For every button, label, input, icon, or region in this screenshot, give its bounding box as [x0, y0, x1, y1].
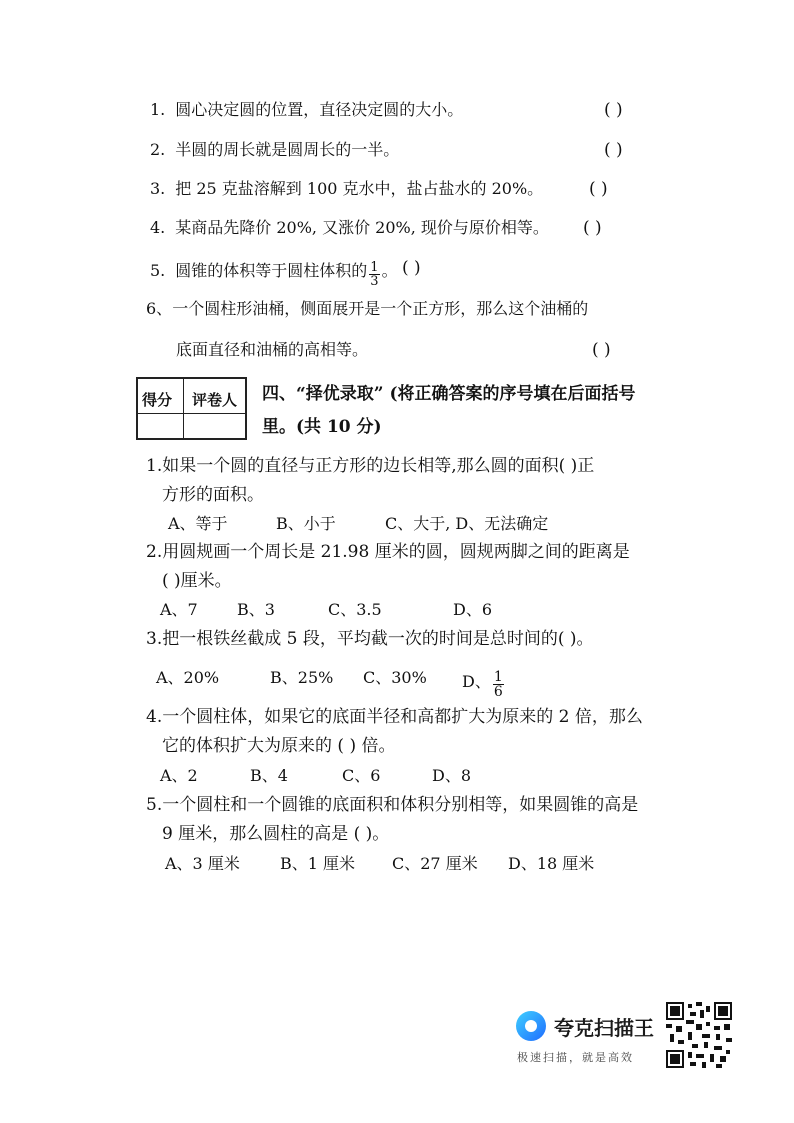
- tf-item-5: 5. 圆锥的体积等于圆柱体积的 $\frac{1}{3}$ 。: [150, 260, 398, 289]
- answer-bracket-6[interactable]: ( ): [592, 340, 611, 360]
- mc-question-3: 3.把一根铁丝截成 5 段，平均截一次的时间是总时间的( )。: [146, 629, 594, 649]
- mc-option-2c[interactable]: C、3.5: [328, 600, 382, 619]
- mc-question-1: 1.如果一个圆的直径与正方形的边长相等,那么圆的面积( )正: [146, 456, 595, 476]
- answer-bracket-3[interactable]: ( ): [589, 179, 608, 199]
- scanner-slogan: 极速扫描，就是高效: [517, 1051, 634, 1064]
- mc-option-1a[interactable]: A、等于: [168, 514, 228, 533]
- scanner-brand-name: 夸克扫描王: [554, 1016, 654, 1040]
- mc-question-2: 2.用圆规画一个周长是 21.98 厘米的圆，圆规两脚之间的距离是: [146, 542, 630, 562]
- mc-question-2-cont: ( )厘米。: [162, 571, 232, 591]
- mc-option-4b[interactable]: B、4: [250, 766, 288, 785]
- mc-question-4: 4.一个圆柱体，如果它的底面半径和高都扩大为原来的 2 倍，那么: [146, 707, 643, 727]
- mc-option-5a[interactable]: A、3 厘米: [165, 854, 240, 873]
- mc-option-3d[interactable]: D、 $\frac{1}{6}$: [462, 669, 503, 700]
- mc-option-2b[interactable]: B、3: [237, 600, 275, 619]
- mc-question-1-cont: 方形的面积。: [162, 485, 264, 505]
- mc-option-2a[interactable]: A、7: [160, 600, 198, 619]
- mc-question-5: 5.一个圆柱和一个圆锥的底面积和体积分别相等，如果圆锥的高是: [146, 795, 639, 815]
- mc-option-4a[interactable]: A、2: [160, 766, 198, 785]
- mc-option-1cd[interactable]: C、大于, D、无法确定: [385, 514, 549, 533]
- tf-item-1: 1. 圆心决定圆的位置，直径决定圆的大小。: [150, 100, 464, 119]
- answer-bracket-2[interactable]: ( ): [604, 140, 623, 160]
- score-table: [136, 377, 247, 440]
- tf-item-4: 4. 某商品先降价 20%, 又涨价 20%, 现价与原价相等。: [150, 218, 549, 237]
- mc-question-5-cont: 9 厘米，那么圆柱的高是 ( )。: [162, 824, 390, 844]
- mc-option-5b[interactable]: B、1 厘米: [280, 854, 356, 873]
- section-title-cont: 里。(共 10 分): [262, 417, 382, 437]
- grader-label: 评卷人: [192, 391, 238, 409]
- mc-option-2d[interactable]: D、6: [453, 600, 493, 619]
- tf-item-3: 3. 把 25 克盐溶解到 100 克水中，盐占盐水的 20%。: [150, 179, 544, 198]
- mc-option-3b[interactable]: B、25%: [270, 668, 334, 687]
- quark-logo-icon: [516, 1011, 546, 1041]
- mc-option-1b[interactable]: B、小于: [276, 514, 336, 533]
- mc-option-3c[interactable]: C、30%: [363, 668, 427, 687]
- mc-option-4c[interactable]: C、6: [342, 766, 381, 785]
- qr-code-icon: [666, 1002, 732, 1068]
- answer-bracket-5[interactable]: ( ): [402, 258, 421, 278]
- mc-option-5d[interactable]: D、18 厘米: [508, 854, 595, 873]
- tf-item-2: 2. 半圆的周长就是圆周长的一半。: [150, 140, 400, 159]
- tf-item-6: 6、一个圆柱形油桶，侧面展开是一个正方形，那么这个油桶的: [146, 299, 589, 318]
- mc-question-4-cont: 它的体积扩大为原来的 ( ) 倍。: [162, 736, 396, 756]
- fraction-one-sixth: $\frac{1}{6}$: [493, 669, 503, 700]
- tf-item-6-cont: 底面直径和油桶的高相等。: [176, 340, 369, 359]
- answer-bracket-4[interactable]: ( ): [583, 218, 602, 238]
- mc-option-5c[interactable]: C、27 厘米: [392, 854, 478, 873]
- mc-option-4d[interactable]: D、8: [432, 766, 472, 785]
- mc-option-3a[interactable]: A、20%: [156, 668, 220, 687]
- section-title: 四、“择优录取” (将正确答案的序号填在后面括号: [262, 384, 636, 404]
- answer-bracket-1[interactable]: ( ): [604, 100, 623, 120]
- score-label: 得分: [142, 391, 173, 409]
- fraction-one-third: $\frac{1}{3}$: [370, 260, 379, 289]
